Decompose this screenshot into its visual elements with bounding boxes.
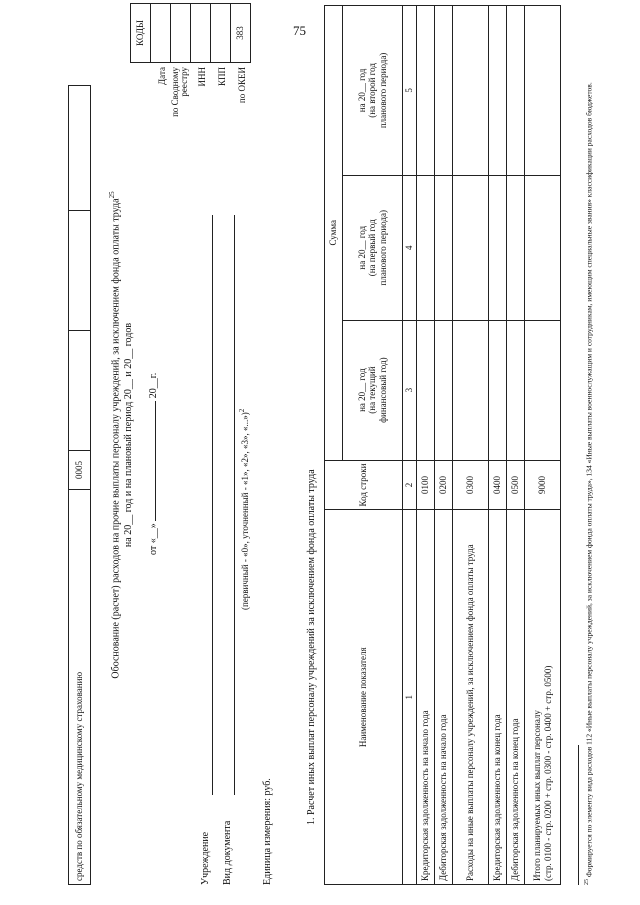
top-row-label: средств по обязательному медицинскому страхованию [69,490,91,885]
table-row [525,6,561,885]
col-header-year3: на 20__ год (на второй год планового периода) [343,6,403,176]
row-value-cell[interactable] [507,175,525,320]
code-label-kpp: КПП [217,67,227,87]
col-number: 3 [403,320,417,460]
main-table [324,5,561,885]
footnote-text: Формируется по элементу вида расходов 112 «Иные выплаты персоналу учреждений, за исключением фонда оплаты труда», 134 «Иные выплаты военнослужащим и сотрудникам, имеющим специальные звания» классификации расходов бюджетов. [584,82,594,878]
code-label-okei: по ОКЕИ [237,67,247,104]
row-name: Кредиторская задолженность на начало года [417,510,435,885]
code-value-kpp[interactable] [211,4,231,63]
row-value-cell[interactable] [435,320,453,460]
col-header-sum: Сумма [325,6,343,461]
col-header-code: Код строки [325,460,403,510]
table-row [507,6,525,885]
document-title [108,175,135,695]
row-code: 0100 [417,460,435,510]
doc-type-hint [238,409,250,610]
table-row [453,6,489,885]
col-number: 1 [403,510,417,885]
code-value-inn[interactable] [191,4,211,63]
row-name: Расходы на иные выплаты персоналу учреждений, за исключением фонда оплаты труда [453,510,489,885]
row-value-cell[interactable] [507,320,525,460]
unit-label: Единица измерения: руб. [262,778,273,885]
footnote [584,5,594,885]
institution-label: Учреждение [200,831,211,885]
row-value-cell[interactable] [453,175,489,320]
col-number: 5 [403,6,417,176]
code-label-registry: по Сводному реестру [170,67,189,117]
row-value-cell[interactable] [507,6,525,176]
row-code: 0300 [453,460,489,510]
top-row-cell [69,330,91,450]
col-number: 4 [403,175,417,320]
row-name: Итого планируемых иных выплат персоналу (стр. 0100 - стр. 0200 + стр. 0300 - стр. 0400 + стр. 0500) [525,510,561,885]
row-code: 9000 [525,460,561,510]
row-value-cell[interactable] [489,320,507,460]
doc-type-hint-sup: 2 [238,408,246,413]
row-value-cell[interactable] [417,6,435,176]
col-header-year1: на 20__ год (на текущий финансовый год) [343,320,403,460]
row-value-cell[interactable] [453,6,489,176]
doc-type-hint-text: (первичный - «0», уточненный - «1», «2», «3», «...») [240,412,250,610]
section-title: 1. Расчет иных выплат персоналу учреждений за исключением фонда оплаты труда [306,469,317,825]
row-value-cell[interactable] [417,175,435,320]
date-blank [155,401,156,521]
title-footnote-ref: 25 [108,191,116,199]
row-value-cell[interactable] [435,175,453,320]
row-code: 0400 [489,460,507,510]
codes-labels [130,67,250,177]
col-number: 2 [403,460,417,510]
row-value-cell[interactable] [489,175,507,320]
table-row [435,6,453,885]
row-value-cell[interactable] [417,320,435,460]
table-row [489,6,507,885]
code-value-okei[interactable]: 383 [231,4,251,63]
code-label-date: Дата [157,67,167,85]
row-value-cell[interactable] [453,320,489,460]
top-row-cell [69,86,91,211]
row-value-cell[interactable] [435,6,453,176]
code-label-inn: ИНН [197,67,207,87]
row-name: Дебиторская задолженность на начало года [435,510,453,885]
institution-field-line[interactable] [212,215,213,795]
page-number: 75 [293,23,306,38]
code-value-registry[interactable] [171,4,191,63]
row-name: Кредиторская задолженность на конец года [489,510,507,885]
col-header-name: Наименование показателя [325,510,403,885]
row-value-cell[interactable] [525,320,561,460]
col-header-year2: на 20__ год (на первый год планового периода) [343,175,403,320]
table-row [417,6,435,885]
title-line1: Обоснование (расчет) расходов на прочие выплаты персоналу учреждений, за исключением фонда оплаты труда [110,198,122,679]
top-row-cell [69,210,91,330]
date-line [148,373,159,555]
top-continuation-table [68,85,91,885]
row-value-cell[interactable] [489,6,507,176]
top-row-code: 0005 [69,450,91,490]
doc-type-label: Вид документа [222,820,233,885]
footnote-mark: 25 [584,879,590,885]
code-value-date[interactable] [151,4,171,63]
date-year: 20__г. [148,372,159,399]
codes-table [130,3,251,63]
row-value-cell[interactable] [525,6,561,176]
row-code: 0200 [435,460,453,510]
footnote-separator [578,745,579,885]
row-value-cell[interactable] [525,175,561,320]
doc-type-field-line[interactable] [234,215,235,795]
row-code: 0500 [507,460,525,510]
codes-header: КОДЫ [131,4,151,63]
title-line2: на 20__ год и на плановый период 20__ и 20__ годов [122,322,134,548]
date-from: от «__» [148,523,159,555]
row-name: Дебиторская задолженность на конец года [507,510,525,885]
